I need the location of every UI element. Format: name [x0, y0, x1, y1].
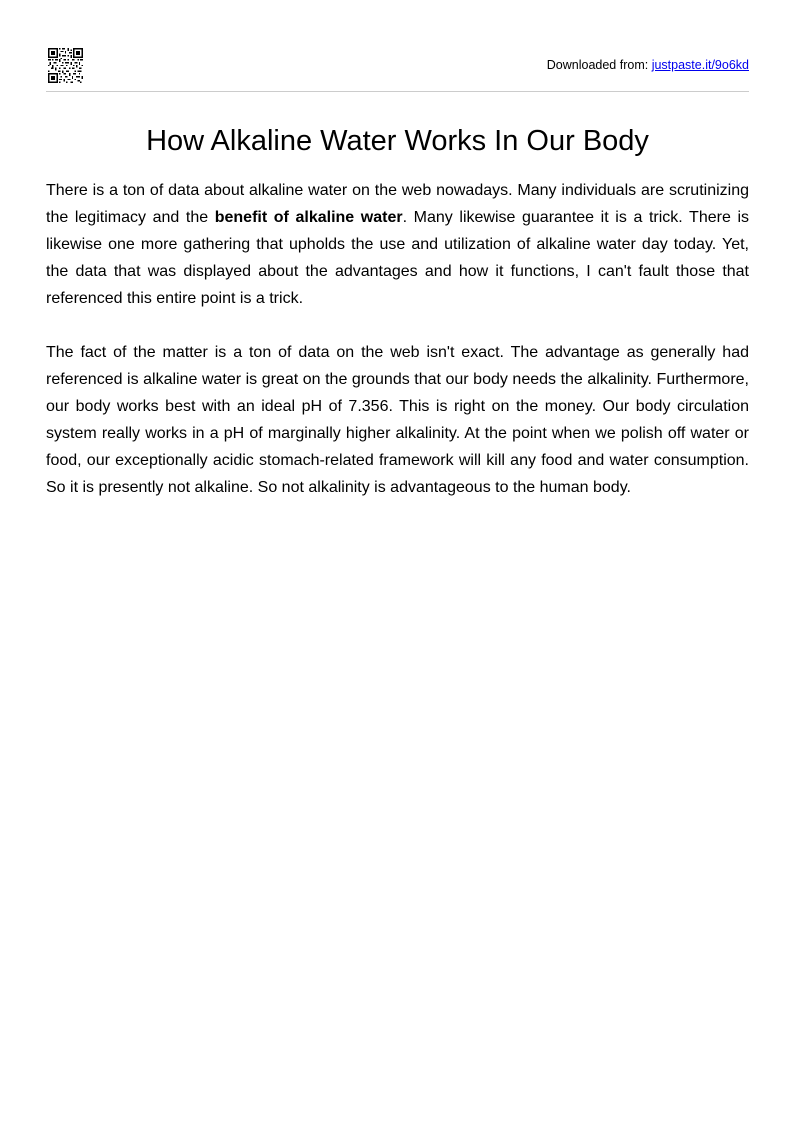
paragraph-1-bold-phrase: benefit of alkaline water [214, 209, 403, 226]
paragraph-1-start: There is a ton of data about alkaline water on the web nowadays. Many individuals are scrutinizing the legitimacy and the [46, 182, 749, 226]
download-label: Downloaded from: [546, 58, 649, 72]
qr-code-icon [48, 48, 83, 83]
paragraph-2: The fact of the matter is a ton of data on the web isn't exact. The advantage as generally had referenced is alkaline water is great on the grounds that our body needs the alkalinity. Furthermore, our body works best with an ideal pH of 7.356. This is right on the money. Our body circulation system really works in a pH of marginally higher alkalinity. At the point when we polish off water or food, our exceptionally acidic stomach-related framework will kill any food and water consumption. So it is presently not alkaline. So not alkalinity is advantageous to the human body. [46, 344, 749, 496]
page-header [46, 46, 749, 92]
paragraph-1 [46, 177, 749, 312]
download-link[interactable]: justpaste.it/9o6kd [651, 58, 749, 72]
page-title: How Alkaline Water Works In Our Body [146, 125, 649, 157]
article-body [46, 177, 749, 528]
paragraph-1-end: . Many likewise guarantee it is a trick. There is likewise one more gathering that upholds the use and utilization of alkaline water day today. Yet, the data that was displayed about the advantages and how it functions, I can't fault those that referenced this entire point is a trick. [46, 209, 749, 307]
download-source [547, 58, 749, 72]
